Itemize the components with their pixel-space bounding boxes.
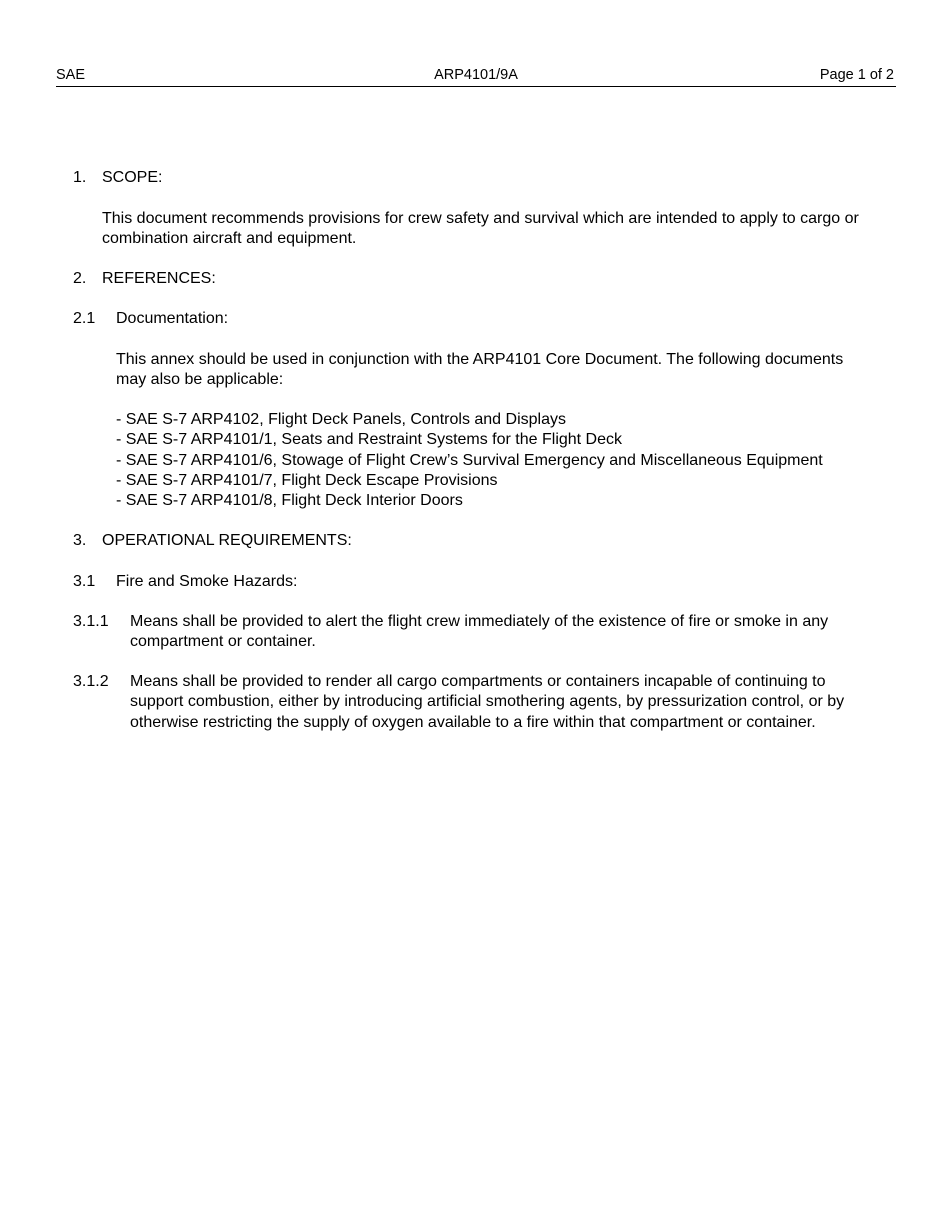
- section-2-1-body: This annex should be used in conjunction with the ARP4101 Core Document. The following documents may also be applicable:: [116, 351, 844, 389]
- reference-list-item: - SAE S-7 ARP4101/8, Flight Deck Interior Doors: [116, 492, 463, 509]
- section-3-1-1-body: Means shall be provided to alert the flight crew immediately of the existence of fire or smoke in any compartment or container.: [130, 613, 829, 651]
- section-3-1-2-body: Means shall be provided to render all cargo compartments or containers incapable of continuing to support combustion, either by introducing artificial smothering agents, by pressurization control, or by otherwise restricting the supply of oxygen available to a fire within that compartment or container.: [130, 673, 845, 731]
- section-3-1-number: 3.1: [73, 573, 96, 590]
- section-3-1-1-number: 3.1.1: [73, 613, 109, 630]
- header-document-number: ARP4101/9A: [434, 67, 518, 83]
- header-organization: SAE: [56, 67, 86, 83]
- section-3-1-heading: Fire and Smoke Hazards:: [116, 573, 298, 590]
- section-2-number: 2.: [73, 270, 87, 287]
- page-header: [56, 67, 896, 87]
- header-page-number: Page 1 of 2: [819, 67, 894, 83]
- section-3-heading: OPERATIONAL REQUIREMENTS:: [102, 532, 352, 549]
- section-2-1-heading: Documentation:: [116, 310, 229, 327]
- reference-list-item: - SAE S-7 ARP4101/1, Seats and Restraint Systems for the Flight Deck: [116, 431, 623, 448]
- section-3-number: 3.: [73, 532, 87, 549]
- section-1-heading: SCOPE:: [102, 169, 163, 186]
- reference-list-item: - SAE S-7 ARP4102, Flight Deck Panels, Controls and Displays: [116, 411, 566, 428]
- reference-list-item: - SAE S-7 ARP4101/7, Flight Deck Escape Provisions: [116, 472, 498, 489]
- section-1-body: This document recommends provisions for crew safety and survival which are intended to apply to cargo or combination aircraft and equipment.: [102, 210, 859, 248]
- section-1-number: 1.: [73, 169, 87, 186]
- reference-list-item: - SAE S-7 ARP4101/6, Stowage of Flight Crew’s Survival Emergency and Miscellaneous Equipment: [116, 452, 823, 469]
- section-2-heading: REFERENCES:: [102, 270, 216, 287]
- section-3-1-2-number: 3.1.2: [73, 673, 109, 690]
- section-2-1-number: 2.1: [73, 310, 96, 327]
